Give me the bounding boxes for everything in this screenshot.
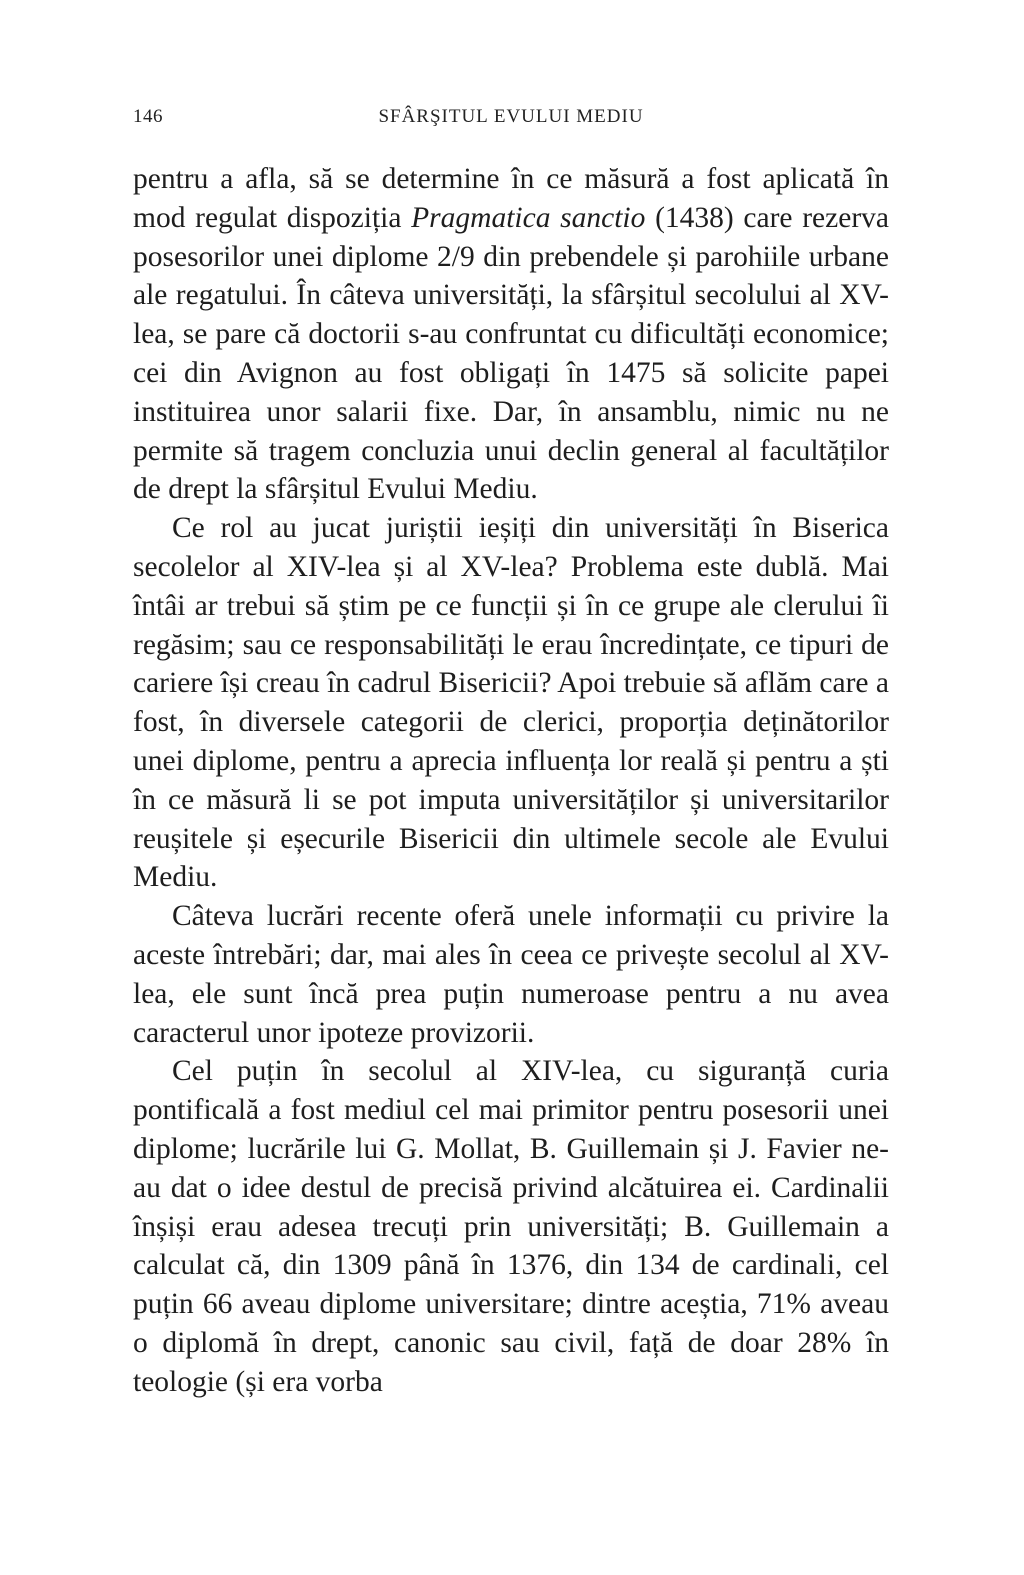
body-text <box>133 160 889 1402</box>
paragraph-text-before: pentru a afla, să se determine în ce măsură a fost aplicată în mod regulat dispoziția <box>133 163 889 234</box>
emphasized-title: Pragmatica sanctio <box>411 201 646 234</box>
chapter-title: SFÂRŞITUL EVULUI MEDIU <box>378 106 644 127</box>
running-head <box>133 106 889 132</box>
paragraph-continued <box>133 160 889 509</box>
paragraph: Ce rol au jucat juriștii ieșiți din universități în Biserica secolelor al XIV-lea și al XV-lea? Problema este dublă. Mai întâi ar trebui să știm pe ce funcții și în ce grupe ale clerului îi regăsim; sau ce responsabilități le erau încredințate, ce tipuri de cariere își creau în cadrul Bisericii? Apoi trebuie să aflăm care a fost, în diversele categorii de clerici, proporția deținătorilor unei diplome, pentru a aprecia influența lor reală și pentru a ști în ce măsură li se pot imputa universităților și universitarilor reușitele și eșecurile Bisericii din ultimele secole ale Evului Mediu. <box>133 512 889 894</box>
page-number: 146 <box>133 106 163 127</box>
paragraph-text-after: (1438) care rezerva posesorilor unei diplome 2/9 din prebendele și parohiile urbane ale regatului. În câteva universități, la sfârșitul secolului al XV-lea, se pare că doctorii s-au confruntat cu dificultăți economice; cei din Avignon au fost obligați în 1475 să solicite papei instituirea unor salarii fixe. Dar, în ansamblu, nimic nu ne permite să tragem concluzia unui declin general al facultăților de drept la sfârșitul Evului Mediu. <box>133 201 889 506</box>
paragraph: Cel puțin în secolul al XIV-lea, cu siguranță curia pontificală a fost mediul cel mai primitor pentru posesorii unei diplome; lucrările lui G. Mollat, B. Guillemain și J. Favier ne-au dat o idee destul de precisă privind alcătuirea ei. Cardinalii înșiși erau adesea trecuți prin universități; B. Guillemain a calculat că, din 1309 până în 1376, din 134 de cardinali, cel puțin 66 aveau diplome universitare; dintre aceștia, 71% aveau o diplomă în drept, canonic sau civil, față de doar 28% în teologie (și era vorba <box>133 1055 889 1398</box>
paragraph: Câteva lucrări recente oferă unele informații cu privire la aceste întrebări; dar, mai ales în ceea ce privește secolul al XV-lea, ele sunt încă prea puțin numeroase pentru a nu avea caracterul unor ipoteze provizorii. <box>133 900 889 1049</box>
